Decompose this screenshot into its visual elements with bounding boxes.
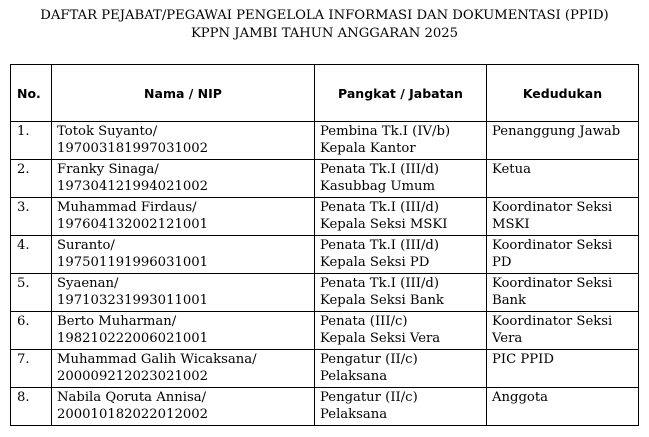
table-row: [11, 198, 639, 236]
cell-nama: Nabila Qoruta Annisa/: [57, 390, 207, 405]
cell-nip: 197003181997031002: [57, 141, 209, 156]
cell-no: 2.: [11, 160, 52, 198]
cell-kedudukan-line1: Koordinator Seksi: [492, 276, 613, 291]
cell-pangkat-jabatan: [315, 350, 487, 388]
cell-nip: 197103231993011001: [57, 293, 209, 308]
cell-nip: 200009212023021002: [57, 369, 209, 384]
cell-kedudukan-line1: Ketua: [492, 162, 531, 177]
cell-no: 6.: [11, 312, 52, 350]
cell-kedudukan-line1: Koordinator Seksi: [492, 200, 613, 215]
cell-kedudukan-line1: Penanggung Jawab: [492, 124, 621, 139]
cell-no: 3.: [11, 198, 52, 236]
cell-kedudukan-line2: PD: [492, 255, 512, 270]
cell-pangkat: Penata (III/c): [320, 314, 408, 329]
cell-pangkat: Penata Tk.I (III/d): [320, 162, 439, 177]
cell-nama-nip: [52, 198, 315, 236]
cell-nama: Syaenan/: [57, 276, 119, 291]
table-row: [11, 388, 639, 426]
cell-nama: Suranto/: [57, 238, 115, 253]
cell-nama: Berto Muharman/: [57, 314, 177, 329]
cell-jabatan: Kasubbag Umum: [320, 179, 435, 194]
cell-kedudukan-line1: Koordinator Seksi: [492, 238, 613, 253]
cell-nama-nip: [52, 236, 315, 274]
cell-jabatan: Kepala Seksi PD: [320, 255, 430, 270]
cell-nip: 197501191996031001: [57, 255, 209, 270]
cell-nama-nip: [52, 160, 315, 198]
cell-nama-nip: [52, 350, 315, 388]
cell-pangkat-jabatan: [315, 236, 487, 274]
cell-kedudukan: [487, 274, 639, 312]
cell-pangkat-jabatan: [315, 312, 487, 350]
cell-no: 5.: [11, 274, 52, 312]
cell-nama: Totok Suyanto/: [57, 124, 158, 139]
table-row: [11, 160, 639, 198]
cell-kedudukan-line1: Koordinator Seksi: [492, 314, 613, 329]
cell-no: 1.: [11, 122, 52, 160]
column-header-kedudukan: Kedudukan: [487, 65, 639, 122]
cell-kedudukan-line2: Vera: [492, 331, 523, 346]
document-title-line1: DAFTAR PEJABAT/PEGAWAI PENGELOLA INFORMASI DAN DOKUMENTASI (PPID): [40, 8, 609, 23]
cell-pangkat: Pengatur (II/c): [320, 390, 418, 405]
cell-kedudukan-line2: Bank: [492, 293, 527, 308]
cell-pangkat: Penata Tk.I (III/d): [320, 200, 439, 215]
cell-pangkat-jabatan: [315, 122, 487, 160]
cell-jabatan: Kepala Seksi Bank: [320, 293, 444, 308]
column-header-pangkat-jabatan: Pangkat / Jabatan: [315, 65, 487, 122]
cell-nip: 197604132002121001: [57, 217, 209, 232]
cell-nip: 198210222006021001: [57, 331, 209, 346]
cell-pangkat-jabatan: [315, 274, 487, 312]
column-header-nama-nip: Nama / NIP: [52, 65, 315, 122]
cell-nama-nip: [52, 388, 315, 426]
table-row: [11, 274, 639, 312]
cell-no: 8.: [11, 388, 52, 426]
column-header-no: No.: [11, 65, 52, 122]
cell-nama-nip: [52, 312, 315, 350]
cell-pangkat: Penata Tk.I (III/d): [320, 276, 439, 291]
table-row: [11, 236, 639, 274]
cell-jabatan: Pelaksana: [320, 407, 388, 422]
cell-no: 4.: [11, 236, 52, 274]
cell-nama: Muhammad Galih Wicaksana/: [57, 352, 257, 367]
cell-pangkat-jabatan: [315, 198, 487, 236]
cell-nama: Muhammad Firdaus/: [57, 200, 197, 215]
table-header-row: [11, 65, 639, 122]
cell-pangkat-jabatan: [315, 160, 487, 198]
cell-kedudukan: [487, 160, 639, 198]
ppid-table: [10, 64, 639, 426]
cell-jabatan: Kepala Kantor: [320, 141, 416, 156]
cell-pangkat: Penata Tk.I (III/d): [320, 238, 439, 253]
cell-kedudukan: [487, 350, 639, 388]
cell-pangkat: Pengatur (II/c): [320, 352, 418, 367]
table-row: [11, 312, 639, 350]
table-row: [11, 350, 639, 388]
cell-jabatan: Pelaksana: [320, 369, 388, 384]
cell-pangkat: Pembina Tk.I (IV/b): [320, 124, 451, 139]
cell-no: 7.: [11, 350, 52, 388]
cell-kedudukan: [487, 312, 639, 350]
cell-kedudukan-line1: Anggota: [492, 390, 549, 405]
cell-kedudukan: [487, 236, 639, 274]
cell-jabatan: Kepala Seksi Vera: [320, 331, 441, 346]
cell-jabatan: Kepala Seksi MSKI: [320, 217, 448, 232]
cell-pangkat-jabatan: [315, 388, 487, 426]
cell-kedudukan: [487, 388, 639, 426]
cell-nip: 197304121994021002: [57, 179, 209, 194]
cell-nama: Franky Sinaga/: [57, 162, 159, 177]
cell-kedudukan-line2: MSKI: [492, 217, 530, 232]
cell-nama-nip: [52, 122, 315, 160]
cell-kedudukan: [487, 198, 639, 236]
cell-kedudukan: [487, 122, 639, 160]
document-title-line2: KPPN JAMBI TAHUN ANGGARAN 2025: [190, 26, 459, 41]
cell-nip: 200010182022012002: [57, 407, 209, 422]
cell-kedudukan-line1: PIC PPID: [492, 352, 554, 367]
table-row: [11, 122, 639, 160]
cell-nama-nip: [52, 274, 315, 312]
